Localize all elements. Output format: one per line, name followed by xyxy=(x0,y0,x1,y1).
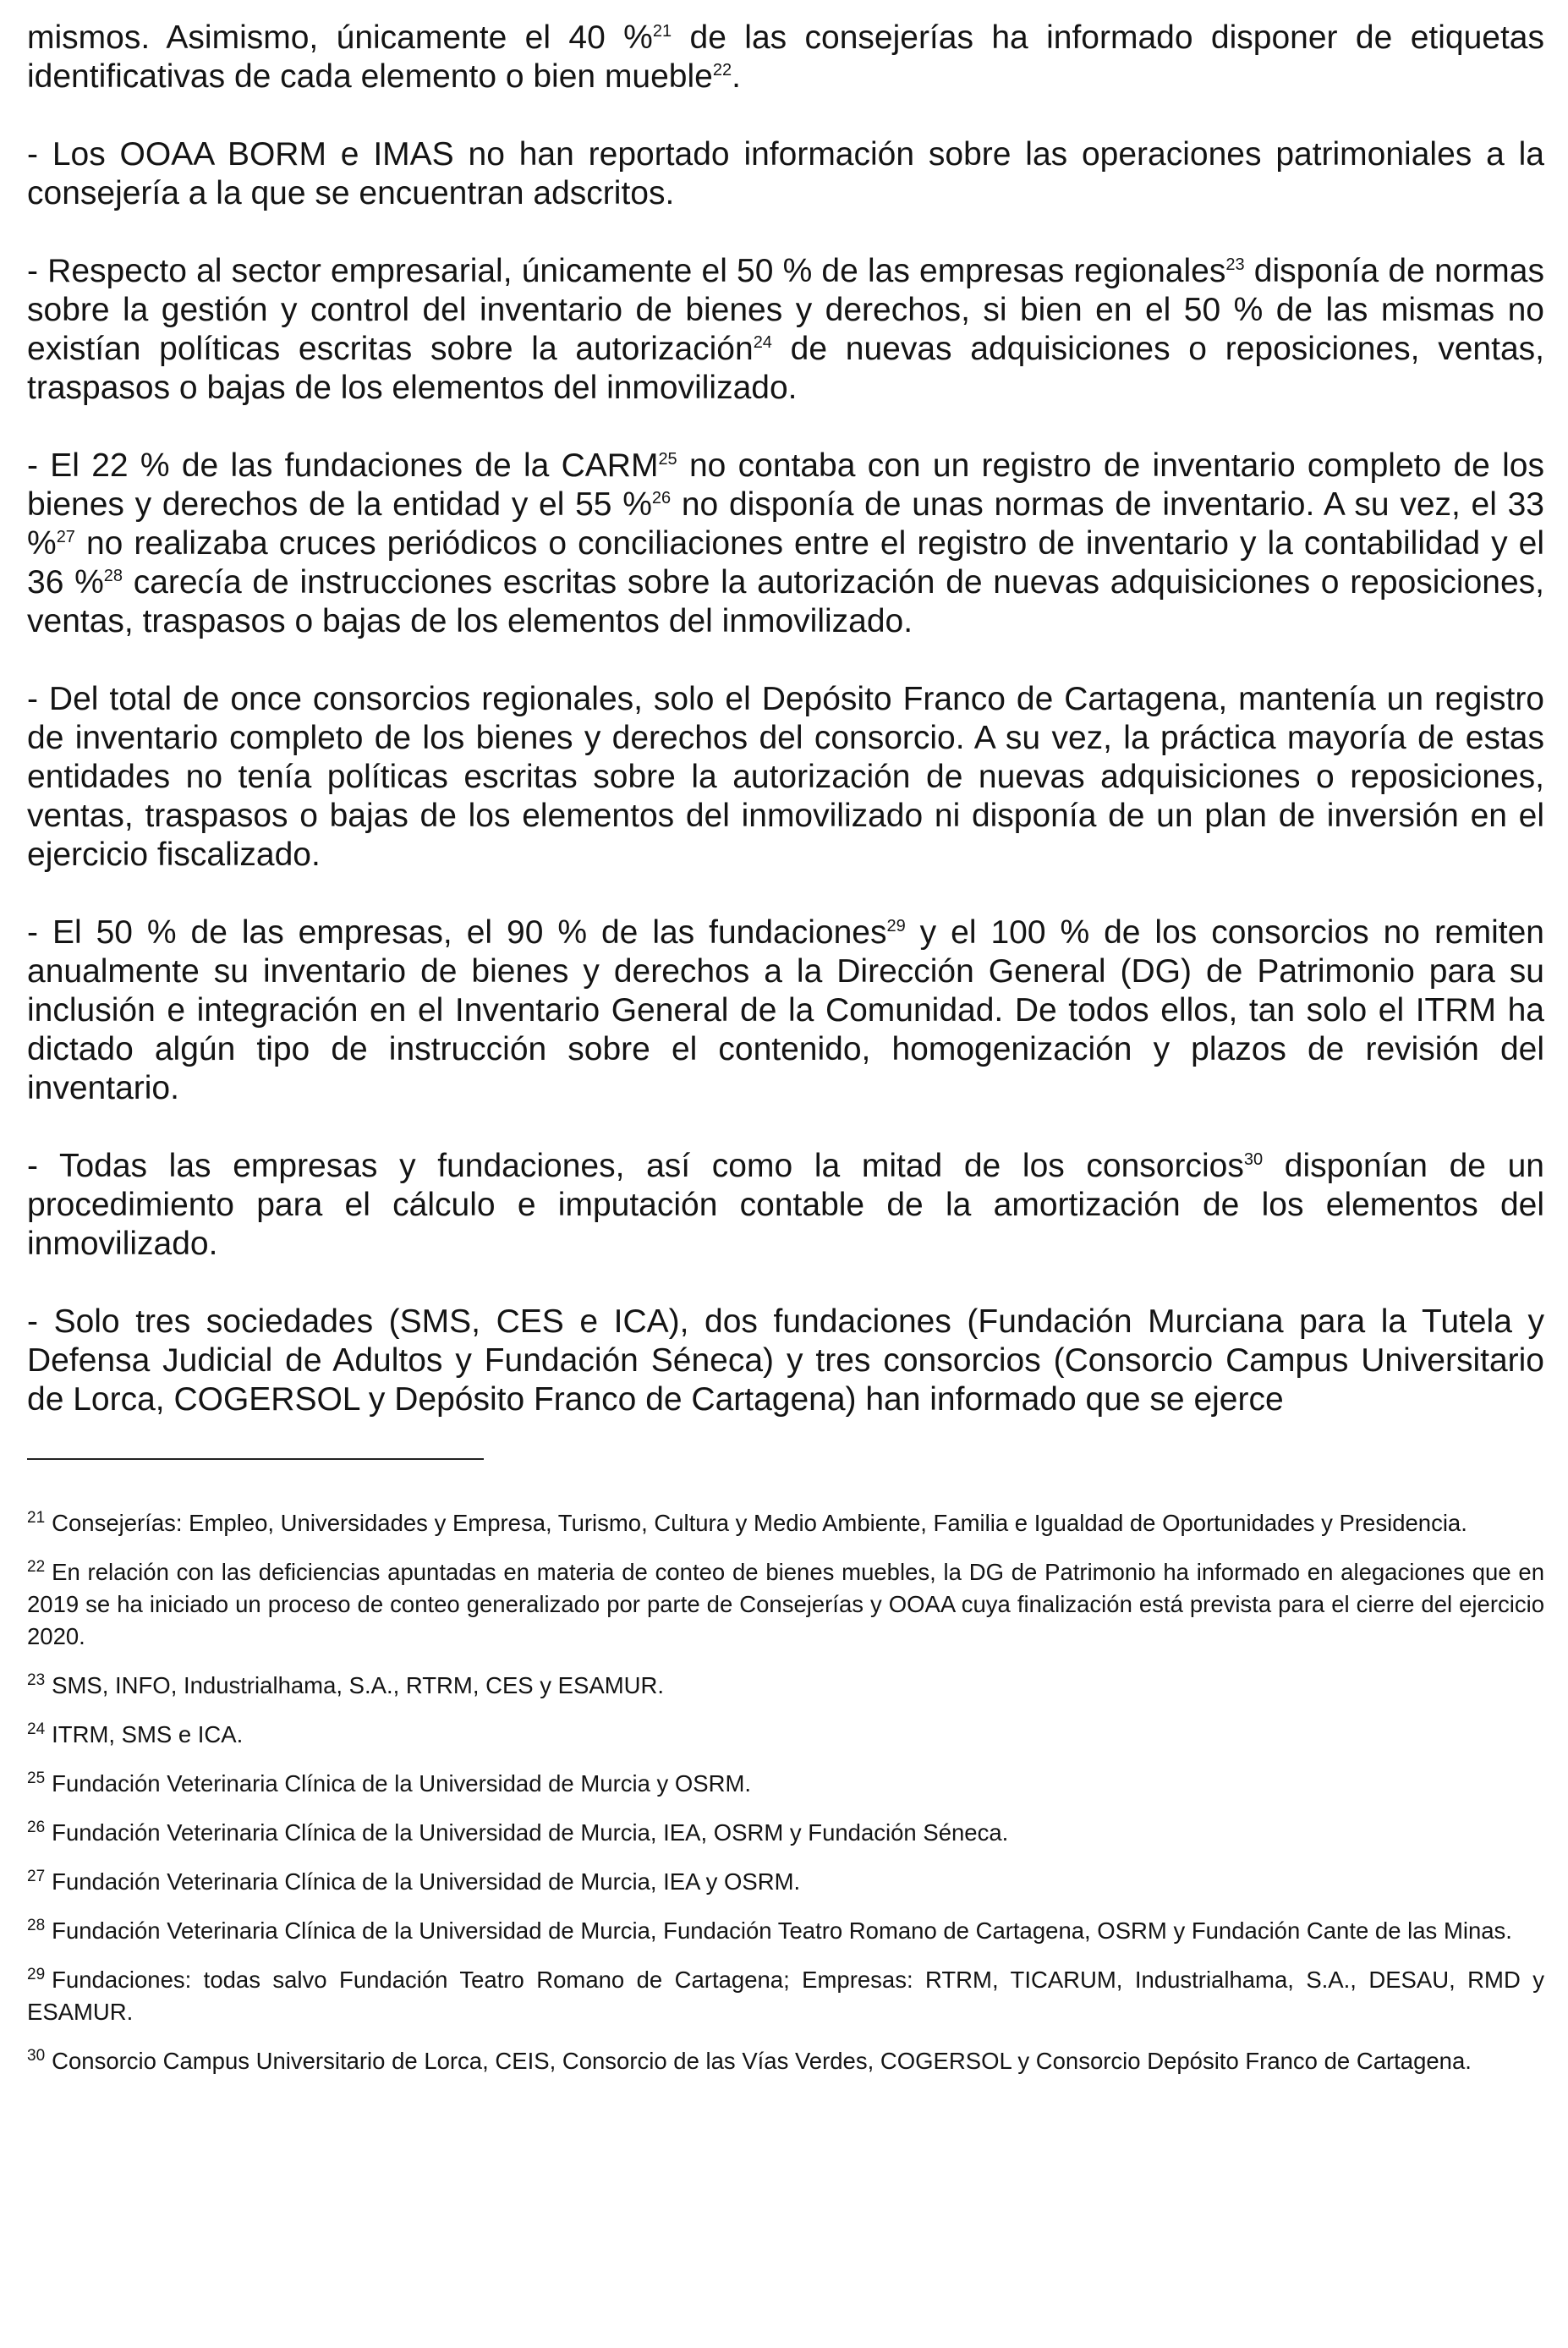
footnote-number: 22 xyxy=(27,1558,46,1576)
body-text xyxy=(27,19,1544,1419)
footnote-number: 24 xyxy=(27,1720,46,1738)
footnote-text: Consejerías: Empleo, Universidades y Empresa, Turismo, Cultura y Medio Ambiente, Familia e Igualdad de Oportunidades y Presidencia. xyxy=(52,1510,1467,1536)
footnote-text: En relación con las deficiencias apuntadas en materia de conteo de bienes muebles, la DG de Patrimonio ha informado en alegaciones que en 2019 se ha iniciado un proceso de conteo generalizado por parte de Consejerías y OOAA cuya finalización está prevista para el cierre del ejercicio 2020. xyxy=(27,1559,1544,1649)
footnote xyxy=(27,1768,1544,1800)
paragraph: - Todas las empresas y fundaciones, así como la mitad de los consorcios$^{30}$ disponían de un procedimiento para el cálculo e imputación contable de la amortización de los elementos del inmovilizado. xyxy=(27,1148,1544,1262)
footnote-ref[interactable]: 24 xyxy=(753,333,772,352)
footnote-ref[interactable]: 28 xyxy=(103,567,123,585)
footnote-ref[interactable]: 27 xyxy=(56,528,75,546)
footnote-ref[interactable]: 23 xyxy=(1225,255,1245,274)
paragraph: - Del total de once consorcios regionales, solo el Depósito Franco de Cartagena, mantenía un registro de inventario completo de los bienes y derechos del consorcio. A su vez, la práctica mayoría de estas entidades no tenía políticas escritas sobre la autorización de nuevas adquisiciones o reposiciones, ventas, traspasos o bajas de los elementos del inmovilizado ni disponía de un plan de inversión en el ejercicio fiscalizado. xyxy=(27,681,1544,873)
footnote-text: Fundación Veterinaria Clínica de la Universidad de Murcia y OSRM. xyxy=(52,1770,752,1797)
footnote-number: 29 xyxy=(27,1966,46,1983)
footnote-text: Consorcio Campus Universitario de Lorca, CEIS, Consorcio de las Vías Verdes, COGERSOL y Consorcio Depósito Franco de Cartagena. xyxy=(52,2048,1472,2074)
paragraph: - Solo tres sociedades (SMS, CES e ICA), dos fundaciones (Fundación Murciana para la Tutela y Defensa Judicial de Adultos y Fundación Séneca) y tres consorcios (Consorcio Campus Universitario de Lorca, COGERSOL y Depósito Franco de Cartagena) han informado que se ejerce xyxy=(27,1303,1544,1418)
footnote-number: 27 xyxy=(27,1868,46,1885)
paragraph: mismos. Asimismo, únicamente el 40 %$^{21}$ de las consejerías ha informado disponer de etiquetas identificativas de cada elemento o bien mueble$^{22}$. xyxy=(27,19,1544,95)
footnote-ref[interactable]: 21 xyxy=(652,22,672,41)
footnote-number: 25 xyxy=(27,1769,46,1787)
footnote-ref[interactable]: 22 xyxy=(712,61,732,80)
footnote xyxy=(27,1556,1544,1653)
paragraph: - Respecto al sector empresarial, únicamente el 50 % de las empresas regionales$^{23}$ disponía de normas sobre la gestión y control del inventario de bienes y derechos, si bien en el 50 % de las mismas no existían políticas escritas sobre la autorización$^{24}$ de nuevas adquisiciones o reposiciones, ventas, traspasos o bajas de los elementos del inmovilizado. xyxy=(27,253,1544,406)
footnote-text: ITRM, SMS e ICA. xyxy=(52,1721,244,1747)
footnote-number: 28 xyxy=(27,1917,46,1934)
paragraph: - El 22 % de las fundaciones de la CARM$^{25}$ no contaba con un registro de inventario completo de los bienes y derechos de la entidad y el 55 %$^{26}$ no disponía de unas normas de inventario. A su vez, el 33 %$^{27}$ no realizaba cruces periódicos o conciliaciones entre el registro de inventario y la contabilidad y el 36 %$^{28}$ carecía de instrucciones escritas sobre la autorización de nuevas adquisiciones o reposiciones, ventas, traspasos o bajas de los elementos del inmovilizado. xyxy=(27,447,1545,639)
footnote-number: 30 xyxy=(27,2047,46,2065)
footnote-text: Fundaciones: todas salvo Fundación Teatro Romano de Cartagena; Empresas: RTRM, TICARUM, Industrialhama, S.A., DESAU, RMD y ESAMUR. xyxy=(27,1967,1544,2025)
footnote xyxy=(27,1817,1544,1849)
footnote xyxy=(27,1915,1544,1947)
footnote xyxy=(27,1866,1544,1898)
footnote xyxy=(27,1964,1544,2028)
footnote-number: 26 xyxy=(27,1819,46,1836)
footnote-ref[interactable]: 26 xyxy=(651,489,672,507)
footnote-text: SMS, INFO, Industrialhama, S.A., RTRM, CES y ESAMUR. xyxy=(52,1672,664,1698)
footnote-number: 23 xyxy=(27,1671,46,1689)
paragraph: - El 50 % de las empresas, el 90 % de las fundaciones$^{29}$ y el 100 % de los consorcios no remiten anualmente su inventario de bienes y derechos a la Dirección General (DG) de Patrimonio para su inclusión e integración en el Inventario General de la Comunidad. De todos ellos, tan solo el ITRM ha dictado algún tipo de instrucción sobre el contenido, homogenización y plazos de revisión del inventario. xyxy=(27,914,1544,1106)
paragraph: - Los OOAA BORM e IMAS no han reportado información sobre las operaciones patrimoniales a la consejería a la que se encuentran adscritos. xyxy=(27,136,1544,211)
footnote-text: Fundación Veterinaria Clínica de la Universidad de Murcia, IEA, OSRM y Fundación Séneca. xyxy=(52,1819,1009,1846)
footnote xyxy=(27,1719,1544,1751)
footnote-ref[interactable]: 30 xyxy=(1243,1150,1264,1169)
footnote xyxy=(27,2045,1544,2077)
footnote-separator xyxy=(27,1458,484,1460)
footnote-ref[interactable]: 25 xyxy=(658,450,677,469)
footnote-ref[interactable]: 29 xyxy=(886,917,906,935)
footnote xyxy=(27,1507,1544,1539)
footnotes xyxy=(27,1507,1544,2077)
footnote-number: 21 xyxy=(27,1509,46,1527)
footnote xyxy=(27,1670,1544,1702)
footnote-text: Fundación Veterinaria Clínica de la Universidad de Murcia, IEA y OSRM. xyxy=(52,1868,801,1895)
footnote-text: Fundación Veterinaria Clínica de la Universidad de Murcia, Fundación Teatro Romano de Cartagena, OSRM y Fundación Cante de las Minas. xyxy=(52,1917,1512,1944)
